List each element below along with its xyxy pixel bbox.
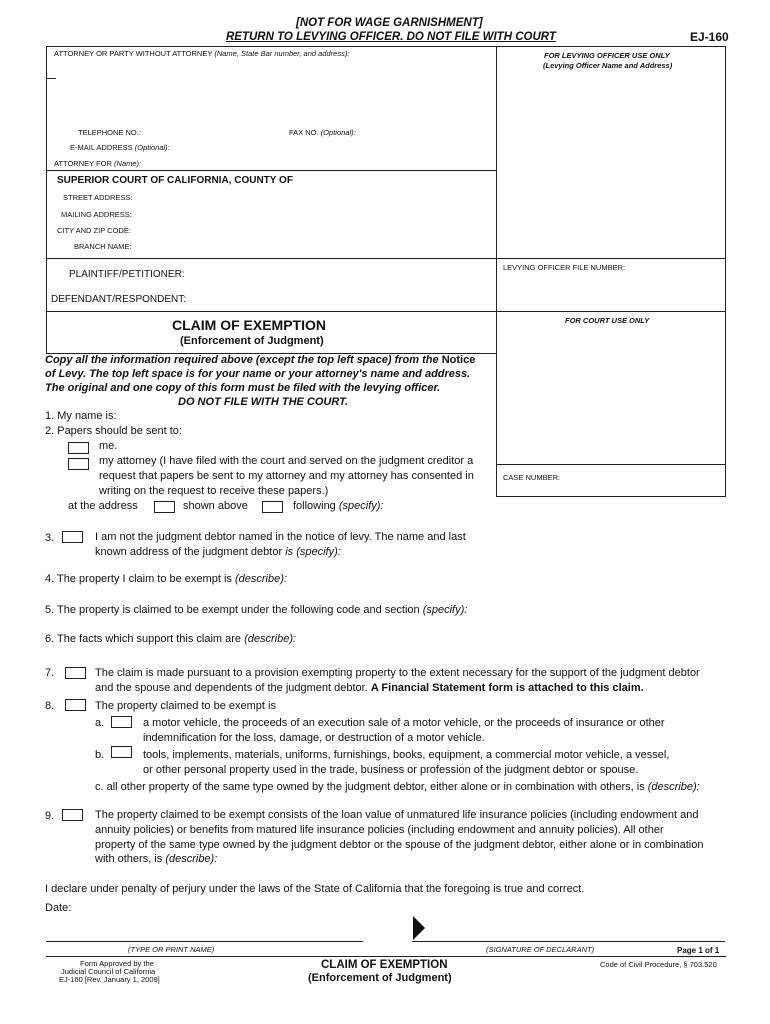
right-border bbox=[725, 46, 726, 496]
parties-divider bbox=[46, 311, 726, 312]
item-2-me-label: me. bbox=[99, 440, 118, 452]
top-border bbox=[46, 46, 726, 47]
item-8b-label: b. bbox=[95, 749, 105, 761]
levying-officer-title: FOR LEVYING OFFICER USE ONLY bbox=[544, 51, 670, 60]
email-label-italic: (Optional): bbox=[134, 143, 170, 152]
attorney-for-label: ATTORNEY FOR bbox=[54, 159, 112, 168]
branch-name-label: BRANCH NAME: bbox=[74, 242, 132, 251]
form-title: CLAIM OF EXEMPTION bbox=[172, 317, 326, 333]
return-notice: RETURN TO LEVYING OFFICER. DO NOT FILE WITH COURT bbox=[226, 31, 556, 43]
instructions-line-4: DO NOT FILE WITH THE COURT. bbox=[178, 396, 349, 408]
item-9-line-2: annuity policies) or benefits from matured life insurance policies (including endowment and annuity policies). All other bbox=[95, 824, 664, 836]
item-5-text: 5. The property is claimed to be exempt under the following code and section bbox=[45, 604, 420, 616]
item-2-specify: (specify): bbox=[338, 500, 384, 512]
item-2-papers-sent: 2. Papers should be sent to: bbox=[45, 425, 182, 437]
item-6-describe: (describe): bbox=[244, 633, 297, 645]
street-address-label: STREET ADDRESS: bbox=[63, 193, 133, 202]
not-for-wage-notice: [NOT FOR WAGE GARNISHMENT] bbox=[296, 17, 483, 29]
item-9-line-4 bbox=[95, 853, 217, 865]
fax-label-italic: (Optional): bbox=[320, 128, 356, 137]
item-8b-checkbox[interactable] bbox=[111, 746, 132, 758]
instructions-line-3: The original and one copy of this form must be filed with the levying officer. bbox=[45, 382, 441, 394]
item-2-shown-above-checkbox[interactable] bbox=[154, 501, 175, 513]
form-id: EJ-160 bbox=[690, 30, 729, 44]
item-7-financial-statement: A Financial Statement form is attached to this claim. bbox=[370, 682, 644, 694]
court-title: SUPERIOR COURT OF CALIFORNIA, COUNTY OF bbox=[57, 175, 293, 186]
plaintiff-label: PLAINTIFF/PETITIONER: bbox=[69, 269, 185, 280]
instructions-line-1a: Copy all the information required above (except the top left space) from the bbox=[45, 354, 439, 366]
item-3-line-1: I am not the judgment debtor named in the notice of levy. The name and last bbox=[95, 531, 466, 543]
fax-label-line bbox=[289, 128, 356, 137]
item-2-at-address: at the address bbox=[68, 500, 138, 512]
approved-line-2: Judicial Council of California bbox=[61, 967, 156, 976]
name-signature-line bbox=[46, 941, 363, 942]
form-subtitle: (Enforcement of Judgment) bbox=[180, 335, 324, 347]
item-2-following-line bbox=[293, 500, 384, 512]
attorney-label-line bbox=[54, 49, 349, 58]
telephone-label: TELEPHONE NO.: bbox=[78, 128, 141, 137]
attorney-section-divider bbox=[46, 170, 496, 171]
attorney-for-line bbox=[54, 159, 141, 168]
type-name-label: (TYPE OR PRINT NAME) bbox=[128, 945, 215, 954]
item-9-describe: (describe): bbox=[165, 853, 218, 865]
item-3-checkbox[interactable] bbox=[62, 531, 83, 543]
footer-title: CLAIM OF EXEMPTION bbox=[321, 959, 448, 971]
item-2-attorney-line-3: writing on the request to receive these papers.) bbox=[99, 485, 329, 497]
item-8a-line-2: indemnification for the loss, damage, or destruction of a motor vehicle. bbox=[143, 732, 485, 744]
court-section-divider bbox=[46, 258, 726, 259]
item-8b-line-2: or other personal property used in the trade, business or profession of the judgment debtor or spouse. bbox=[143, 764, 639, 776]
page-number: Page 1 of 1 bbox=[677, 946, 720, 955]
item-2-following-label: following bbox=[293, 500, 336, 512]
item-7-checkbox[interactable] bbox=[65, 667, 86, 679]
item-8c-describe: (describe): bbox=[647, 781, 700, 793]
item-4-text: 4. The property I claim to be exempt is bbox=[45, 573, 232, 585]
item-4-line bbox=[45, 573, 287, 585]
item-7-line-2 bbox=[95, 682, 644, 694]
right-col-bottom bbox=[496, 496, 726, 497]
item-8a-checkbox[interactable] bbox=[111, 716, 132, 728]
attorney-for-italic: (Name): bbox=[114, 159, 142, 168]
item-7-line-2-text: and the spouse and dependents of the judgment debtor. bbox=[95, 682, 368, 694]
item-8-number: 8. bbox=[45, 700, 55, 712]
levying-officer-subtitle: (Levying Officer Name and Address) bbox=[543, 61, 673, 70]
item-9-line-4-text: with others, is bbox=[95, 853, 163, 865]
item-5-line bbox=[45, 604, 467, 616]
item-9-line-3: property of the same type owned by the judgment debtor or the spouse of the judgment debtor, either alone or in combination bbox=[95, 839, 704, 851]
attorney-label-italic: (Name, State Bar number, and address): bbox=[214, 49, 350, 58]
item-8-checkbox[interactable] bbox=[65, 699, 86, 711]
approved-line-1: Form Approved by the bbox=[80, 959, 154, 968]
item-9-number: 9. bbox=[45, 810, 55, 822]
item-2-shown-above-label: shown above bbox=[183, 500, 248, 512]
item-3-number: 3. bbox=[45, 532, 55, 544]
item-3-line-2 bbox=[95, 546, 341, 558]
item-8a-line-1: a motor vehicle, the proceeds of an execution sale of a motor vehicle, or the proceeds of insurance or other bbox=[143, 717, 665, 729]
city-zip-label: CITY AND ZIP CODE: bbox=[57, 226, 131, 235]
item-8-line-1: The property claimed to be exempt is bbox=[95, 700, 276, 712]
item-9-line-1: The property claimed to be exempt consists of the loan value of unmatured life insurance policies (including endowment and bbox=[95, 809, 699, 821]
item-2-me-checkbox[interactable] bbox=[68, 442, 89, 454]
case-number-divider bbox=[496, 464, 726, 465]
item-6-text: 6. The facts which support this claim are bbox=[45, 633, 242, 645]
code-reference: Code of Civil Procedure, § 703.520 bbox=[600, 960, 717, 969]
item-2-attorney-line-2: request that papers be sent to my attorney and my attorney has consented in bbox=[99, 470, 474, 482]
item-8c-line bbox=[95, 781, 700, 793]
signature-arrow-icon bbox=[412, 915, 426, 941]
left-border-top bbox=[46, 46, 47, 311]
item-2-attorney-checkbox[interactable] bbox=[68, 458, 89, 470]
item-7-number: 7. bbox=[45, 667, 55, 679]
email-label-line bbox=[70, 143, 170, 152]
footer-rule bbox=[46, 956, 726, 957]
instructions-line-2: of Levy. The top left space is for your name or your attorney's name and address. bbox=[45, 368, 471, 380]
item-5-specify: (specify): bbox=[422, 604, 468, 616]
item-2-attorney-line-1: my attorney (I have filed with the court and served on the judgment creditor a bbox=[99, 455, 474, 467]
fax-label: FAX NO. bbox=[289, 128, 319, 137]
item-9-checkbox[interactable] bbox=[62, 809, 83, 821]
item-3-specify: is (specify): bbox=[285, 546, 341, 558]
item-4-describe: (describe): bbox=[234, 573, 287, 585]
item-1-my-name: 1. My name is: bbox=[45, 410, 117, 422]
item-6-line bbox=[45, 633, 296, 645]
instructions-line-1 bbox=[45, 354, 475, 366]
declarant-signature-line bbox=[412, 941, 725, 942]
item-7-line-1: The claim is made pursuant to a provision exempting property to the extent necessary for the support of the judgment debtor bbox=[95, 667, 700, 679]
instructions-notice-word: Notice bbox=[441, 354, 476, 366]
declaration-text: I declare under penalty of perjury under the laws of the State of California that the foregoing is true and correct. bbox=[45, 883, 585, 895]
court-use-only-label: FOR COURT USE ONLY bbox=[565, 316, 650, 325]
item-8c-text: c. all other property of the same type owned by the judgment debtor, either alone or in combination with others, is bbox=[95, 781, 645, 793]
approved-line-3: EJ-160 [Rev. January 1, 2009] bbox=[59, 975, 160, 984]
signature-label: (SIGNATURE OF DECLARANT) bbox=[486, 945, 595, 954]
item-2-following-checkbox[interactable] bbox=[262, 501, 283, 513]
attorney-tick bbox=[46, 78, 56, 79]
item-8a-label: a. bbox=[95, 717, 105, 729]
date-label: Date: bbox=[45, 902, 72, 914]
mailing-address-label: MAILING ADDRESS: bbox=[61, 210, 132, 219]
case-number-label: CASE NUMBER: bbox=[503, 473, 561, 482]
item-3-line-2-text: known address of the judgment debtor bbox=[95, 546, 283, 558]
right-col-divider bbox=[496, 46, 497, 496]
title-box-left bbox=[46, 311, 47, 354]
attorney-label: ATTORNEY OR PARTY WITHOUT ATTORNEY bbox=[54, 49, 213, 58]
defendant-label: DEFENDANT/RESPONDENT: bbox=[51, 294, 187, 305]
footer-subtitle: (Enforcement of Judgment) bbox=[308, 972, 452, 984]
levying-file-number-label: LEVYING OFFICER FILE NUMBER: bbox=[503, 263, 626, 272]
item-8b-line-1: tools, implements, materials, uniforms, furnishings, books, equipment, a commercial motor vehicle, a vessel, bbox=[143, 749, 670, 761]
email-label: E-MAIL ADDRESS bbox=[70, 143, 133, 152]
